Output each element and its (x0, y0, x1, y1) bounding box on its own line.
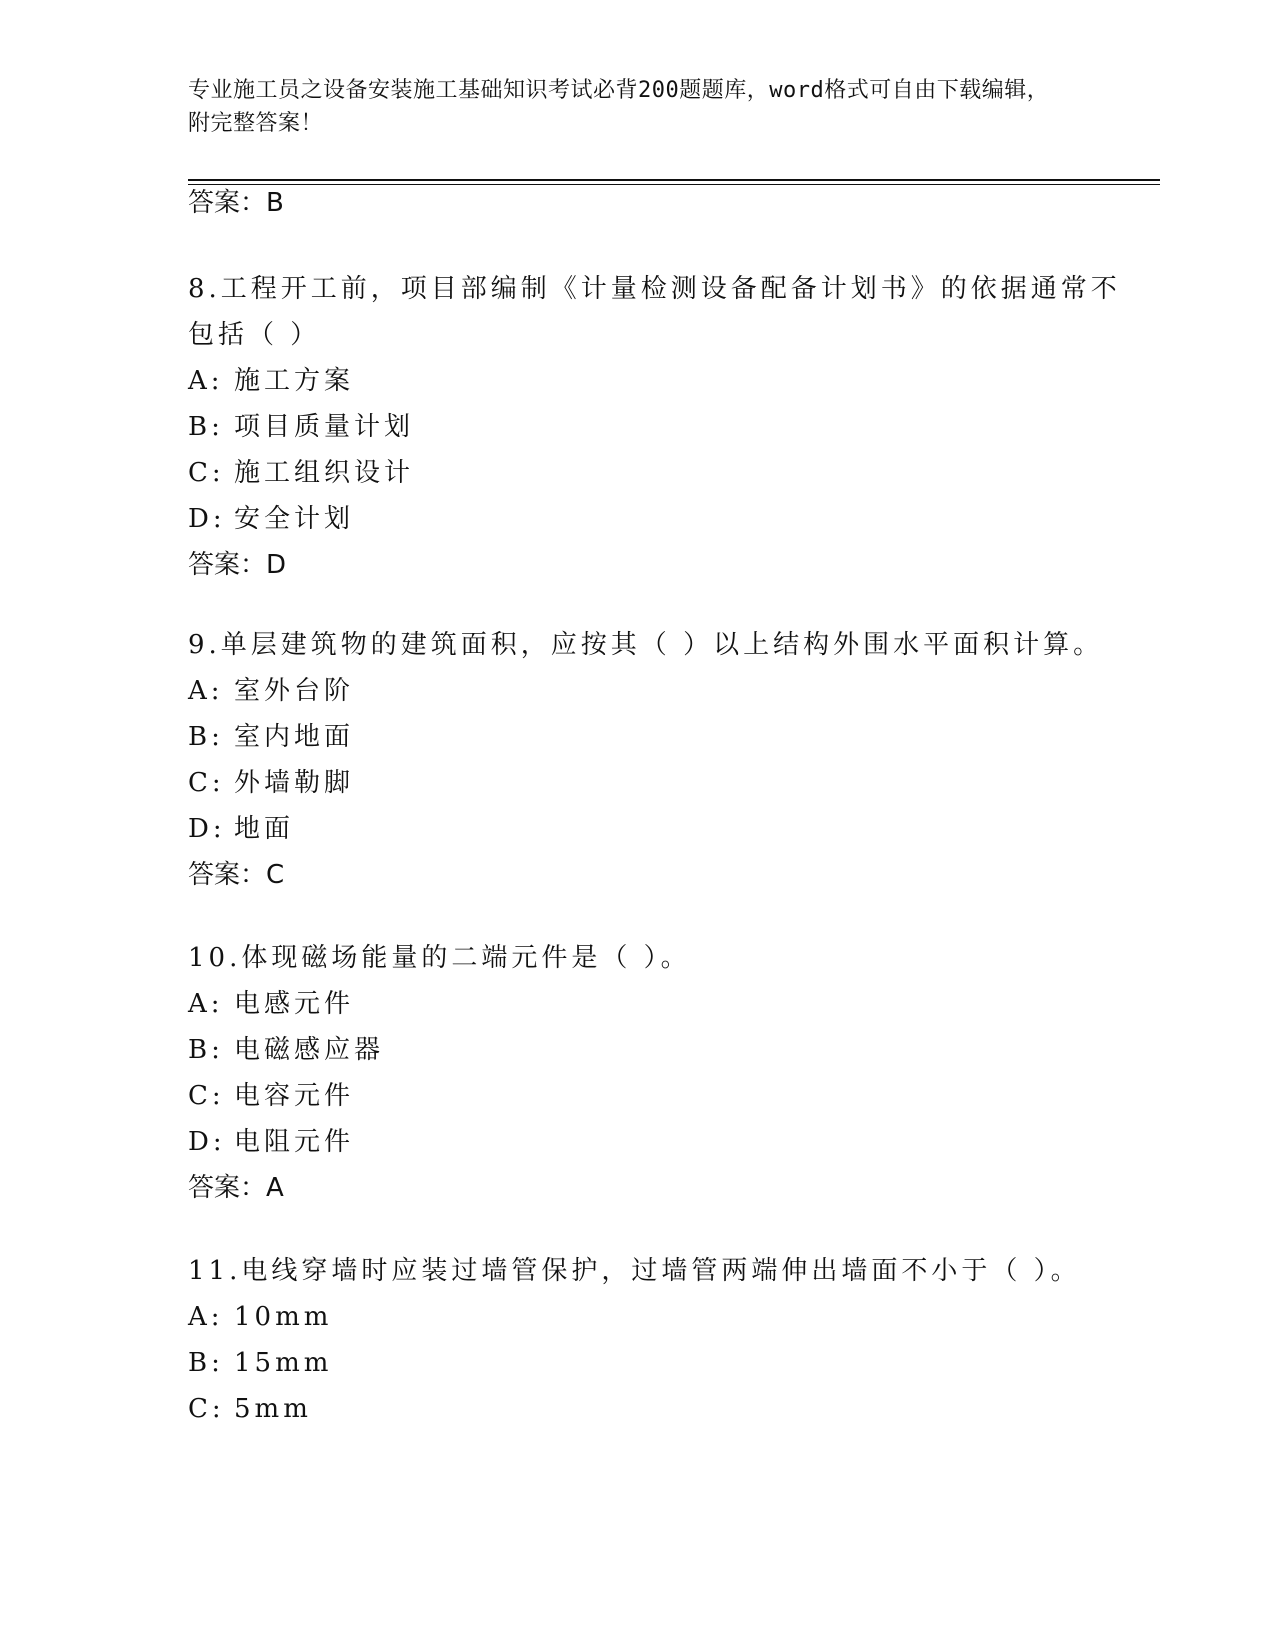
question-block-9 (188, 622, 1148, 898)
option-b (188, 1340, 1148, 1386)
option-letter: C: (188, 1394, 225, 1424)
option-letter: D: (188, 504, 226, 534)
question-block-8 (188, 266, 1148, 588)
option-letter: B: (188, 722, 224, 752)
option-c (188, 1386, 1148, 1432)
option-letter: D: (188, 1127, 226, 1157)
option-b (188, 1027, 1148, 1073)
option-text: 电感元件 (234, 989, 355, 1019)
option-letter: C: (188, 458, 225, 488)
option-letter: A: (188, 989, 224, 1019)
option-text: 15mm (234, 1348, 333, 1378)
question-text: 8.工程开工前，项目部编制《计量检测设备配备计划书》的依据通常不包括（ ） (188, 274, 1121, 350)
option-letter: D: (188, 814, 226, 844)
option-letter: B: (188, 1035, 224, 1065)
option-letter: A: (188, 676, 224, 706)
option-text: 安全计划 (234, 504, 355, 534)
option-a (188, 981, 1148, 1027)
option-letter: A: (188, 1302, 224, 1332)
option-text: 室内地面 (234, 722, 355, 752)
answer-line: 答案：D (188, 550, 287, 580)
option-letter: B: (188, 1348, 224, 1378)
option-text: 室外台阶 (234, 676, 355, 706)
option-c (188, 450, 1148, 496)
option-text: 外墙勒脚 (234, 768, 355, 798)
option-d (188, 496, 1148, 542)
question-text: 10.体现磁场能量的二端元件是（ ）。 (188, 943, 691, 973)
option-text: 项目质量计划 (234, 412, 415, 442)
option-letter: A: (188, 366, 224, 396)
answer-line: 答案：C (188, 860, 285, 890)
option-a (188, 668, 1148, 714)
option-letter: B: (188, 412, 224, 442)
option-a (188, 358, 1148, 404)
option-text: 5mm (234, 1394, 312, 1424)
option-c (188, 1073, 1148, 1119)
option-text: 电磁感应器 (234, 1035, 385, 1065)
option-text: 施工方案 (234, 366, 355, 396)
option-c (188, 760, 1148, 806)
option-letter: C: (188, 768, 225, 798)
document-header-title: 专业施工员之设备安装施工基础知识考试必背200题题库，word格式可自由下载编辑，附完整答案！ (188, 78, 1050, 136)
answer-line: 答案：A (188, 1173, 284, 1203)
question-block-10 (188, 935, 1148, 1211)
answer-line: 答案：B (188, 188, 284, 218)
question-block-11 (188, 1248, 1148, 1432)
option-d (188, 1119, 1148, 1165)
option-text: 电容元件 (234, 1081, 355, 1111)
option-b (188, 404, 1148, 450)
option-text: 10mm (234, 1302, 333, 1332)
question-text: 9.单层建筑物的建筑面积，应按其（ ）以上结构外围水平面积计算。 (188, 630, 1104, 660)
option-text: 电阻元件 (234, 1127, 355, 1157)
previous-answer-block (188, 180, 1148, 226)
option-text: 施工组织设计 (234, 458, 415, 488)
option-letter: C: (188, 1081, 225, 1111)
option-text: 地面 (234, 814, 295, 844)
option-a (188, 1294, 1148, 1340)
option-b (188, 714, 1148, 760)
question-text: 11.电线穿墙时应装过墙管保护，过墙管两端伸出墙面不小于（ ）。 (188, 1256, 1081, 1286)
option-d (188, 806, 1148, 852)
